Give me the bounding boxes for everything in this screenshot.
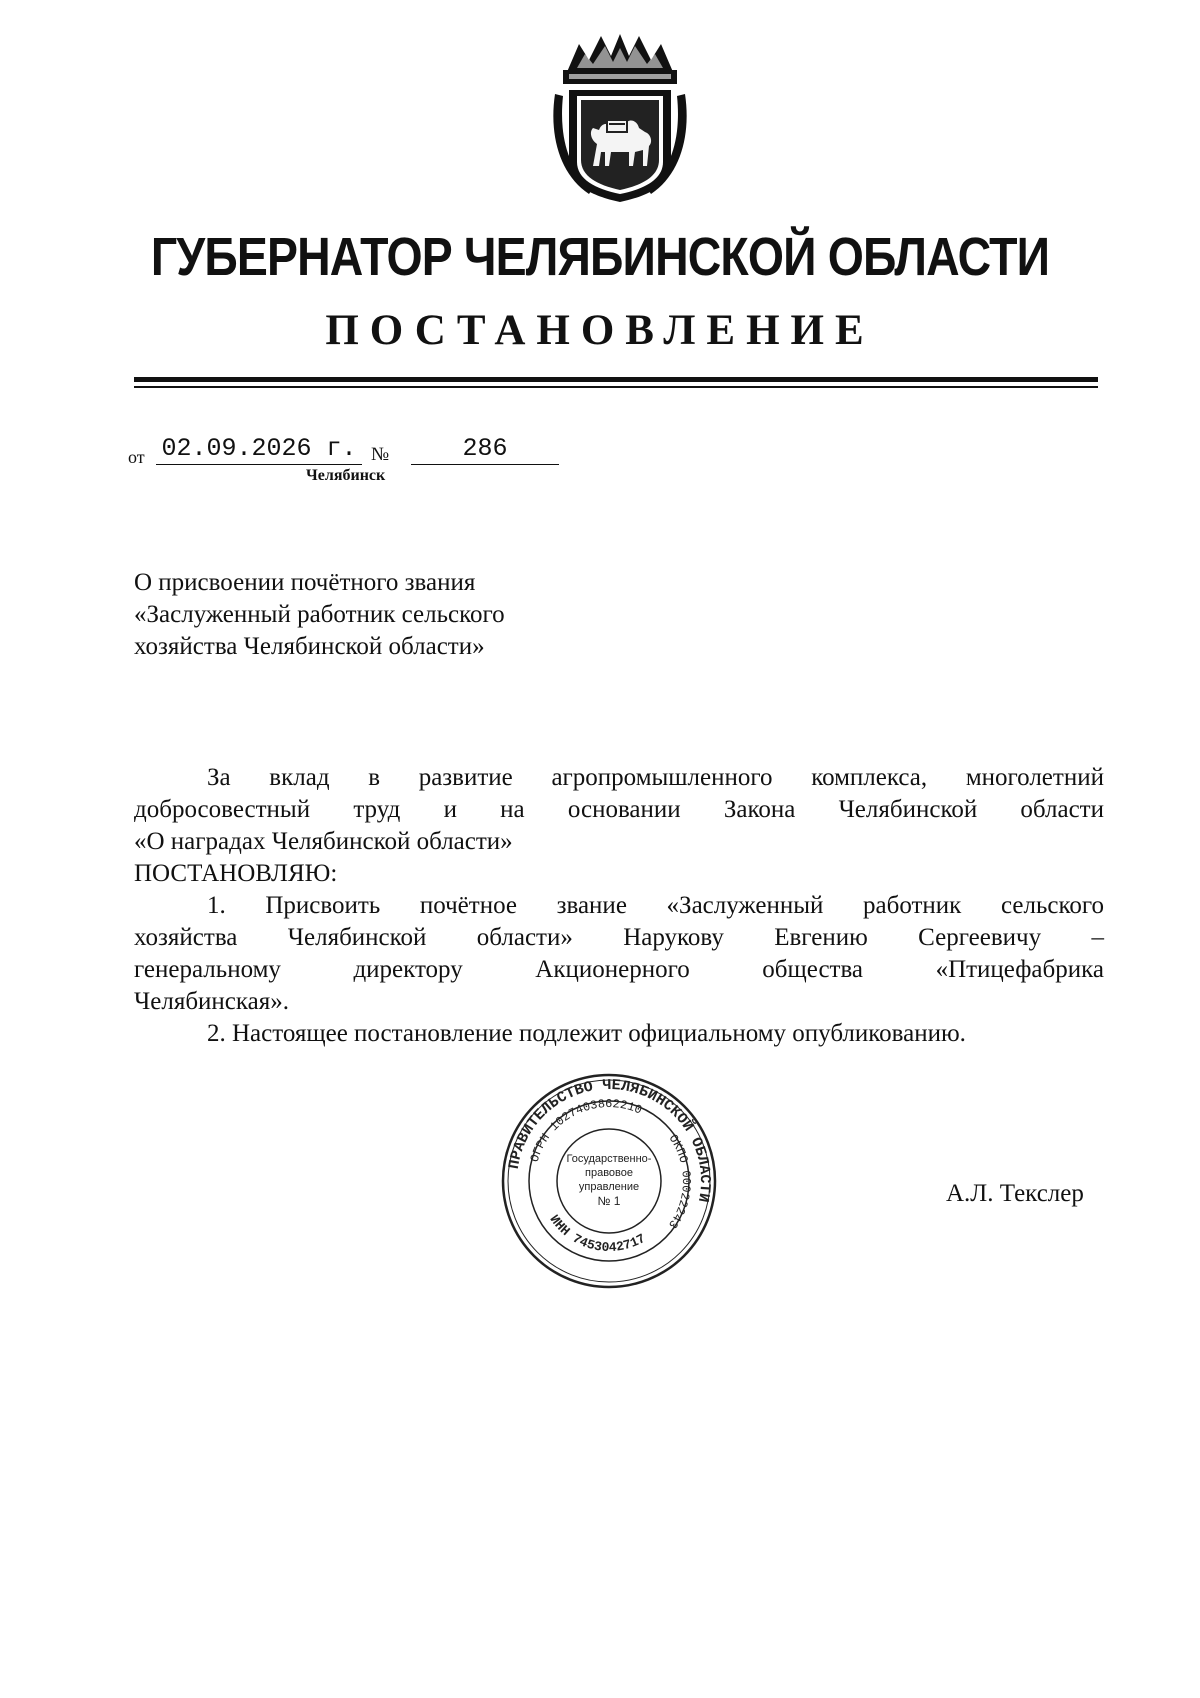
coat-of-arms-emblem: [549, 34, 691, 206]
word: основании: [567, 796, 681, 823]
seal-center-line: Государственно-: [566, 1153, 652, 1165]
subject-line: «Заслуженный работник сельского: [134, 601, 505, 628]
word: Нарукову: [623, 924, 724, 951]
decree-word: ПОСТАНОВЛЯЮ:: [134, 860, 338, 887]
item1-line: [134, 954, 1104, 986]
word: хозяйства: [134, 924, 238, 951]
word: почётное: [419, 892, 517, 919]
word: Сергеевичу: [918, 924, 1042, 951]
preamble-line: [134, 794, 1104, 826]
word: звание: [556, 892, 627, 919]
item1-line: Челябинская».: [134, 988, 290, 1015]
word: Евгению: [774, 924, 868, 951]
word: сельского: [1000, 892, 1104, 919]
item1-line: [134, 922, 1104, 954]
signatory-name: А.Л. Текслер: [946, 1180, 1084, 1207]
word: в: [368, 764, 381, 791]
header-rule-thick: [134, 377, 1098, 382]
document-body: [134, 762, 1104, 1050]
subject-line: О присвоении почётного звания: [134, 569, 476, 596]
date-prefix: от: [128, 447, 145, 467]
item1-line: [134, 890, 1104, 922]
word: и: [443, 796, 457, 823]
document-type: ПОСТАНОВЛЕНИЕ: [325, 307, 875, 354]
word: «Заслуженный: [666, 892, 824, 919]
seal-center-line: № 1: [597, 1194, 621, 1208]
seal-center-line: управление: [578, 1181, 640, 1193]
issuing-authority: ГУБЕРНАТОР ЧЕЛЯБИНСКОЙ ОБЛАСТИ: [150, 227, 1050, 287]
word: За: [207, 764, 231, 791]
word: многолетний: [965, 764, 1104, 791]
word: Присвоить: [265, 892, 381, 919]
word: развитие: [418, 764, 513, 791]
number-sign: №: [371, 444, 390, 465]
header-rule-thin: [134, 386, 1098, 388]
document-date: 02.09.2026 г.: [156, 434, 362, 465]
subject-line: хозяйства Челябинской области»: [134, 633, 485, 660]
seal-ogrn-text: ОГРН 1027403862210: [527, 1096, 645, 1164]
seal-center-line: правовое: [585, 1167, 633, 1179]
seal-okpo-text: ОКПО 00022243: [665, 1131, 694, 1231]
word: работник: [863, 892, 962, 919]
word: директору: [353, 956, 463, 983]
seal-outer-ring-text: ПРАВИТЕЛЬСТВО ЧЕЛЯБИНСКОЙ ОБЛАСТИ: [505, 1076, 714, 1204]
official-seal-stamp: [500, 1072, 718, 1290]
document-city: Челябинск: [306, 467, 386, 484]
word: общества: [762, 956, 864, 983]
word: труд: [353, 796, 401, 823]
document-subject: [134, 567, 604, 663]
document-number: 286: [411, 434, 559, 465]
word: добросовестный: [134, 796, 311, 823]
preamble-line: «О наградах Челябинской области»: [134, 828, 513, 855]
word: «Птицефабрика: [935, 956, 1104, 983]
word: комплекса,: [811, 764, 928, 791]
word: области»: [476, 924, 573, 951]
seal-inn-text: ИНН 7453042717: [546, 1212, 649, 1256]
word: области: [1020, 796, 1104, 823]
word: агропромышленного: [551, 764, 773, 791]
word: вклад: [269, 764, 330, 791]
item2: 2. Настоящее постановление подлежит официальному опубликованию.: [207, 1020, 966, 1047]
svg-text:ИНН 7453042717: [547, 1212, 649, 1255]
word: Акционерного: [535, 956, 690, 983]
word: генеральному: [134, 956, 281, 983]
word: на: [500, 796, 525, 823]
preamble-line: [134, 762, 1104, 794]
word: Челябинской: [287, 924, 427, 951]
word: Закона: [723, 796, 796, 823]
word: Челябинской: [838, 796, 978, 823]
word: –: [1091, 924, 1104, 951]
word: 1.: [207, 892, 226, 919]
svg-text:ОКПО 00022243: [665, 1132, 693, 1231]
